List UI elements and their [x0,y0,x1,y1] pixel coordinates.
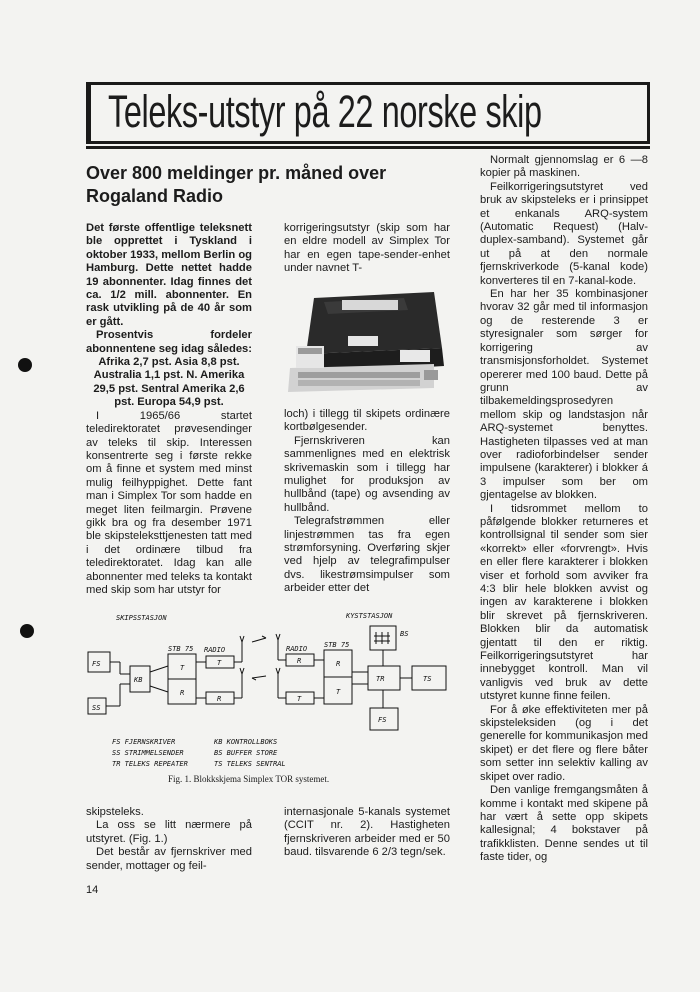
legend-row-2-b: BS BUFFER STORE [214,749,278,757]
label-radio-ship: RADIO [204,646,226,654]
label-radio-coast: RADIO [286,645,308,653]
body-paragraph: I 1965/66 startet teledirektoratet prøvesendinger av teleks til skip. Interessen konsentrerte seg i første rekke om å finne et system med minst mulig feilhyppighet. Dette fant man i Simplex Tor som hadde en meget liten feilmargin. Prøvene gikk bra og fra desember 1971 ble skipsteleksttjenesten tatt med i det ordinære tilbud fra teledirektoratet. Idag kan alle abonnenter med teleks ta kontakt med skip som har utstyr for [86,409,252,596]
lead-paragraph: Det første offentlige teleksnett ble opprettet i Tyskland i oktober 1933, mellom Berlin og Hamburg. Dette nettet hadde 19 abonnenter. Idag finnes det ca. 1/2 mill. abonnenter. En rask utvikling på de 40 år som er gått. [86,222,252,328]
bottom-column-1 [86,806,252,873]
body-paragraph: La oss se litt nærmere på utstyret. (Fig. 1.) [86,819,252,845]
label-bs: BS [400,630,409,638]
column-1 [86,222,252,597]
label-t-ship: T [180,664,185,672]
lead-paragraph-2: Prosentvis fordeler abonnentene seg idag således: [86,329,252,355]
label-t-radio-ship: T [217,659,222,667]
legend-row-3-a: TR TELEKS REPEATER [112,760,188,768]
label-ss: SS [92,704,101,712]
body-paragraph: Det består av fjernskriver med sender, mottager og feil- [86,846,252,872]
block-diagram [80,606,460,774]
title-rule [86,146,650,149]
body-paragraph: Den vanlige fremgangsmåten å komme i kontakt med skipene på har vært å sette opp skipets kallesignal; 4 bokstaver på trafikklisten. Denne sendes ut til faste tider, og [480,784,648,864]
figure-caption: Fig. 1. Blokkskjema Simplex TOR systemet. [168,774,330,784]
body-paragraph: En har her 35 kombinasjoner hvorav 32 går med til informasjon og de resterende 3 er styresignaler som sørger for korrigering av transmisjonsforholdet. Systemet opererer med 100 baud. Dette på grunn av tilbakemeldingsprosedyren mellom skip og landstasjon når ARQ-systemet benyttes. Hastigheten tilpasses ved at man over radioforbindelser sender impulsene (karakterer) i blokker á 3 impulser som ber om gjentagelse av blokken. [480,288,648,502]
statistics: Afrika 2,7 pst. Asia 8,8 pst. Australia 1,1 pst. N. Amerika 29,5 pst. Sentral Amerika 2,6 pst. Europa 54,9 pst. [93,356,245,409]
bottom-column-2 [284,806,450,860]
binder-hole-bottom [20,624,34,638]
page-number: 14 [86,884,99,896]
legend-row-3-b: TS TELEKS SENTRAL [214,760,286,768]
binder-hole-top [18,358,32,372]
label-r-coast: R [336,660,341,668]
column-2 [284,408,450,596]
page-title: Teleks-utstyr på 22 norske skip [108,86,542,137]
label-r-radio-ship: R [217,695,222,703]
label-t-coast: T [336,688,341,696]
bs-box [370,626,396,650]
label-fs-ship: FS [92,660,101,668]
label-tr: TR [376,675,385,683]
label-r-ship: R [180,689,185,697]
label-fs-coast: FS [378,716,387,724]
label-stb75-ship: STB 75 [168,645,194,653]
body-paragraph: Feilkorrigeringsutstyret ved bruk av skipsteleks er i prinsippet et enkanals ARQ-system (Automatic Request) (Halv-duplex-samband). Systemet går ut på at den normale fjernskriverkode (5-kanal kode) konverteres til en 7-kanal-kode. [480,180,648,287]
body-paragraph: Fjernskriveren kan sammenlignes med en elektrisk skrivemaskin som i tillegg har mulighet for produksjon av hullbånd (tape) og avsending av hullbånd. [284,434,450,514]
subtitle: Over 800 meldinger pr. måned over Rogaland Radio [86,163,387,206]
label-kb: KB [134,676,143,684]
body-paragraph: korrigeringsutstyr (skip som har en eldre modell av Simplex Tor har en egen tape-sender-enhet under navnet T- [284,222,450,275]
teleprinter-photo [284,288,450,398]
column-2-top [284,222,450,276]
label-ts: TS [423,675,432,683]
label-coast-station: KYSTSTASJON [346,612,393,620]
body-paragraph: loch) i tillegg til skipets ordinære kortbølgesender. [284,408,450,434]
legend-row-1-a: FS FJERNSKRIVER [112,738,176,746]
body-paragraph: I tidsrommet mellom to påfølgende blokker returneres et kontrollsignal til sender som sier «korrekt» eller «forvrengt». Hvis en eller flere karakterer i blokken viser et forhold som avviker fra 4:3 blir hele blokken avvist og ingen av karakterene i blokken blir skrevet på fjernskriveren. Blokken blir da automatisk gjentatt til den er riktig. Feilkorrigeringsutstyret har innebygget kontroll. Man vil vanligvis ved bruk av dette utstyret kunne finne feilen. [480,502,648,703]
legend-row-2-a: SS STRIMMELSENDER [112,749,184,757]
body-paragraph: skipsteleks. [86,806,144,818]
label-r-radio-coast: R [297,657,302,665]
label-stb75-coast: STB 75 [324,641,350,649]
body-paragraph: Normalt gjennomslag er 6 —8 kopier på maskinen. [480,154,648,180]
legend-row-1-b: KB KONTROLLBOKS [214,738,278,746]
body-paragraph: internasjonale 5-kanals systemet (CCIT nr. 2). Hastigheten fjernskriveren arbeider med er 50 baud. tilsvarende 6 2/3 tegn/sek. [284,806,450,859]
body-paragraph: Telegrafstrømmen eller linjestrømmen tas fra egen strømforsyning. Overføring skjer ved hjelp av telegrafimpulser dvs. likestrømsimpulser som arbeider etter det [284,515,450,595]
column-3 [480,154,648,865]
label-ship-station: SKIPSSTASJON [116,614,167,622]
body-paragraph: For å øke effektiviteten mer på skipsteleksiden (og i det generelle for kommunikasjon med skipet) er det flere og flere båter som setter inn selektiv kalling av skipet over radio. [480,703,648,783]
label-t-radio-coast: T [297,695,302,703]
